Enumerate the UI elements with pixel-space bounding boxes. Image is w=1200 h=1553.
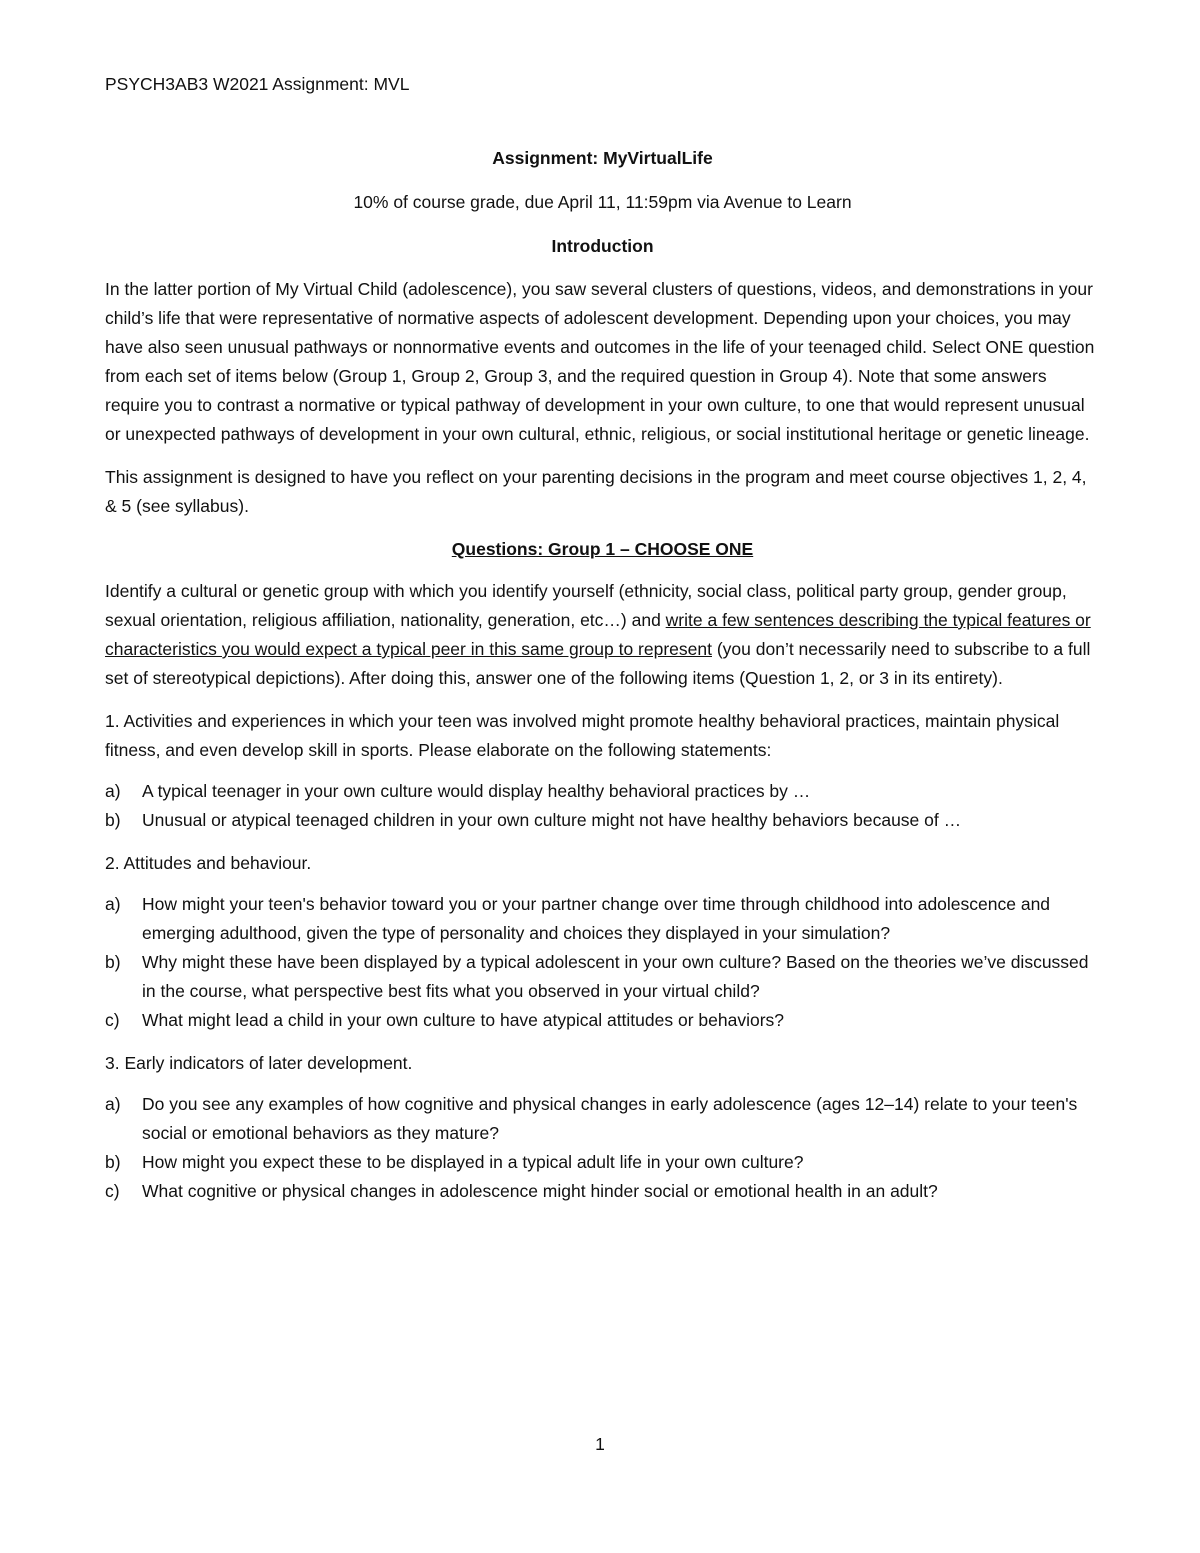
item-text: A typical teenager in your own culture would display healthy behavioral practices by …	[142, 781, 811, 801]
question-3-items	[105, 1090, 1100, 1206]
item-label: b)	[105, 810, 121, 830]
group1-intro-underlined: write a few sentences describing the typical features or characteristics you would expect a typical peer in this same group to represent	[105, 610, 1091, 659]
item-label: a)	[105, 781, 121, 801]
item-text: What might lead a child in your own culture to have atypical attitudes or behaviors?	[142, 1010, 785, 1030]
item-text: Why might these have been displayed by a typical adolescent in your own culture? Based on the theories we’ve discussed in the course, what perspective best fits what you observed in your virtual child?	[142, 952, 1089, 1001]
document-body	[105, 144, 1100, 1220]
item-text: Unusual or atypical teenaged children in your own culture might not have healthy behaviors because of …	[142, 810, 962, 830]
item-label: a)	[105, 894, 121, 914]
question-3-heading: 3. Early indicators of later development.	[105, 1053, 413, 1073]
item-text: What cognitive or physical changes in adolescence might hinder social or emotional health in an adult?	[142, 1181, 938, 1201]
list-item	[105, 948, 1100, 1006]
page-number: 1	[595, 1434, 605, 1454]
list-item	[105, 1090, 1100, 1148]
item-text: How might your teen's behavior toward you or your partner change over time through childhood into adolescence and emerging adulthood, given the type of personality and choices they displayed in your simulation?	[142, 894, 1051, 943]
group1-intro-text: Identify a cultural or genetic group with which you identify yourself (ethnicity, social class, political party group, gender group, sexual orientation, religious affiliation, nationality, generation, etc…) and	[105, 581, 1067, 630]
item-label: b)	[105, 952, 121, 972]
list-item	[105, 1148, 1100, 1177]
assignment-subtitle: 10% of course grade, due April 11, 11:59pm via Avenue to Learn	[353, 192, 852, 212]
list-item	[105, 806, 1100, 835]
question-1-items	[105, 777, 1100, 835]
group1-intro	[105, 577, 1100, 693]
introduction-heading: Introduction	[551, 236, 654, 256]
question-2-heading: 2. Attitudes and behaviour.	[105, 853, 312, 873]
item-label: c)	[105, 1010, 120, 1030]
group1-intro-text-end: (you don’t necessarily need to subscribe to a full set of stereotypical depictions). After doing this, answer one of the following items (Question 1, 2, or 3 in its entirety).	[105, 639, 1091, 688]
list-item	[105, 890, 1100, 948]
assignment-title: Assignment: MyVirtualLife	[492, 148, 713, 168]
objectives-paragraph: This assignment is designed to have you reflect on your parenting decisions in the program and meet course objectives 1, 2, 4, & 5 (see syllabus).	[105, 467, 1087, 516]
list-item	[105, 1006, 1100, 1035]
item-label: b)	[105, 1152, 121, 1172]
item-label: c)	[105, 1181, 120, 1201]
item-text: Do you see any examples of how cognitive and physical changes in early adolescence (ages 12–14) relate to your teen's social or emotional behaviors as they mature?	[142, 1094, 1078, 1143]
list-item	[105, 777, 1100, 806]
question-1-heading: 1. Activities and experiences in which your teen was involved might promote healthy behavioral practices, maintain physical fitness, and even develop skill in sports. Please elaborate on the following statements:	[105, 711, 1060, 760]
running-header: PSYCH3AB3 W2021 Assignment: MVL	[105, 74, 410, 94]
item-text: How might you expect these to be displayed in a typical adult life in your own culture?	[142, 1152, 804, 1172]
introduction-paragraph: In the latter portion of My Virtual Child (adolescence), you saw several clusters of questions, videos, and demonstrations in your child’s life that were representative of normative aspects of adolescent development. Depending upon your choices, you may have also seen unusual pathways or nonnormative events and outcomes in the life of your teenaged child. Select ONE question from each set of items below (Group 1, Group 2, Group 3, and the required question in Group 4). Note that some answers require you to contrast a normative or typical pathway of development in your own culture, to one that would represent unusual or unexpected pathways of development in your own cultural, ethnic, religious, or social institutional heritage or genetic lineage.	[105, 279, 1095, 444]
list-item	[105, 1177, 1100, 1206]
group1-heading: Questions: Group 1 – CHOOSE ONE	[451, 539, 754, 559]
item-label: a)	[105, 1094, 121, 1114]
question-2-items	[105, 890, 1100, 1035]
